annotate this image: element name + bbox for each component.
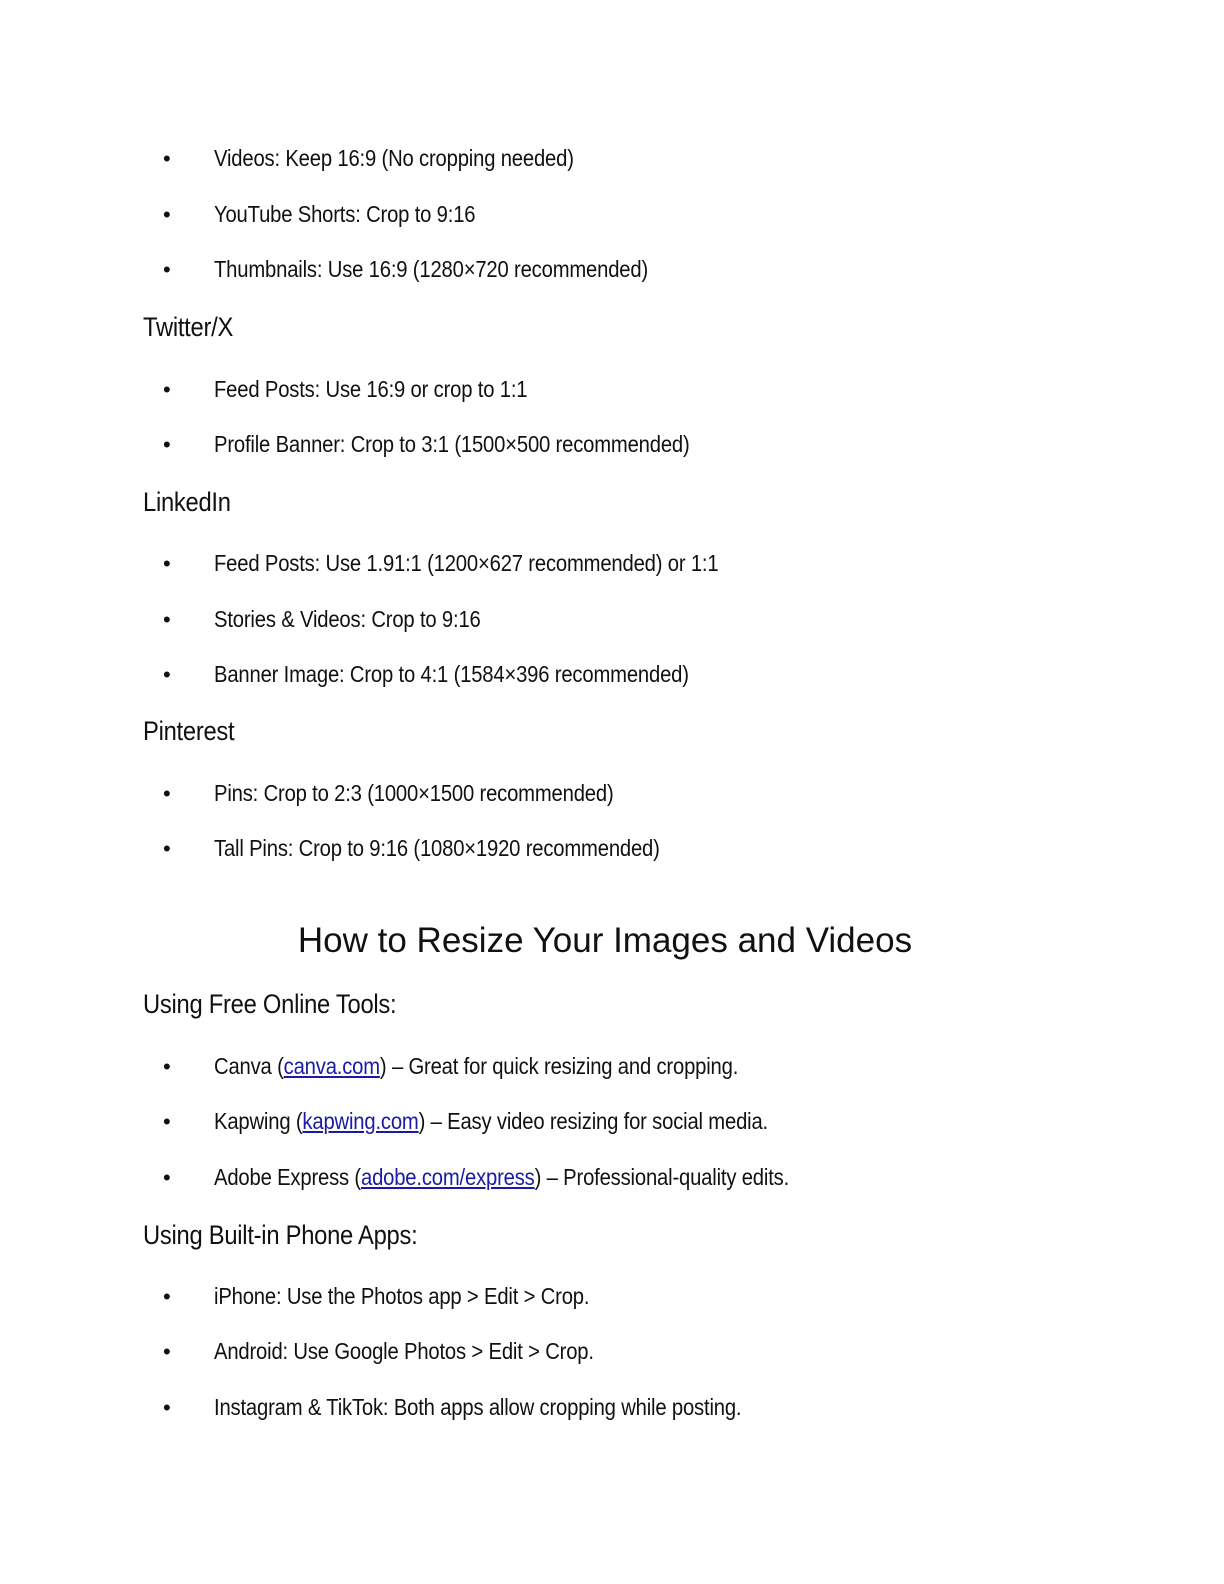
list-item-text (214, 1052, 738, 1080)
list-item-text (214, 1107, 768, 1135)
page-title: How to Resize Your Images and Videos (297, 921, 913, 960)
bullet-icon: • (163, 432, 171, 457)
bullet-icon: • (163, 836, 171, 861)
list-item-text: Profile Banner: Crop to 3:1 (1500×500 recommended) (214, 431, 690, 457)
list-item-text: Thumbnails: Use 16:9 (1280×720 recommended) (214, 256, 649, 282)
section-heading-linkedin: LinkedIn (143, 487, 231, 517)
tool-description: ) – Easy video resizing for social media. (418, 1108, 769, 1134)
section-heading-phone-apps: Using Built-in Phone Apps: (143, 1220, 418, 1250)
list-item-text: iPhone: Use the Photos app > Edit > Crop. (214, 1283, 590, 1309)
list-item-text: Stories & Videos: Crop to 9:16 (214, 606, 481, 632)
list-item-text: YouTube Shorts: Crop to 9:16 (214, 201, 476, 227)
section-heading-twitter: Twitter/X (143, 312, 234, 342)
bullet-icon: • (163, 551, 171, 576)
bullet-icon: • (163, 607, 171, 632)
tool-name: Kapwing ( (214, 1108, 303, 1134)
list-item-text: Feed Posts: Use 1.91:1 (1200×627 recommended) or 1:1 (214, 550, 719, 576)
list-item-text: Feed Posts: Use 16:9 or crop to 1:1 (214, 376, 528, 402)
adobe-express-link[interactable]: adobe.com/express (360, 1164, 535, 1190)
bullet-icon: • (163, 257, 171, 282)
bullet-icon: • (163, 781, 171, 806)
tool-name: Canva ( (214, 1053, 284, 1079)
bullet-icon: • (163, 1339, 171, 1364)
kapwing-link[interactable]: kapwing.com (302, 1108, 419, 1134)
list-item-text: Android: Use Google Photos > Edit > Crop. (214, 1338, 594, 1364)
canva-link[interactable]: canva.com (283, 1053, 380, 1079)
bullet-icon: • (163, 1165, 171, 1190)
section-heading-online-tools: Using Free Online Tools: (143, 989, 397, 1019)
bullet-icon: • (163, 1054, 171, 1079)
bullet-icon: • (163, 662, 171, 687)
tool-description: ) – Professional-quality edits. (534, 1164, 790, 1190)
list-item-text (214, 1163, 789, 1191)
bullet-icon: • (163, 1109, 171, 1134)
tool-name: Adobe Express ( (214, 1164, 361, 1190)
bullet-icon: • (163, 146, 171, 171)
list-item-text: Tall Pins: Crop to 9:16 (1080×1920 recommended) (214, 835, 660, 861)
bullet-icon: • (163, 377, 171, 402)
bullet-icon: • (163, 1284, 171, 1309)
tool-description: ) – Great for quick resizing and cropping. (379, 1053, 739, 1079)
section-heading-pinterest: Pinterest (143, 716, 235, 746)
bullet-icon: • (163, 1395, 171, 1420)
list-item-text: Instagram & TikTok: Both apps allow cropping while posting. (214, 1394, 742, 1420)
list-item-text: Videos: Keep 16:9 (No cropping needed) (214, 145, 574, 171)
bullet-icon: • (163, 202, 171, 227)
list-item-text: Banner Image: Crop to 4:1 (1584×396 recommended) (214, 661, 689, 687)
list-item-text: Pins: Crop to 2:3 (1000×1500 recommended) (214, 780, 614, 806)
